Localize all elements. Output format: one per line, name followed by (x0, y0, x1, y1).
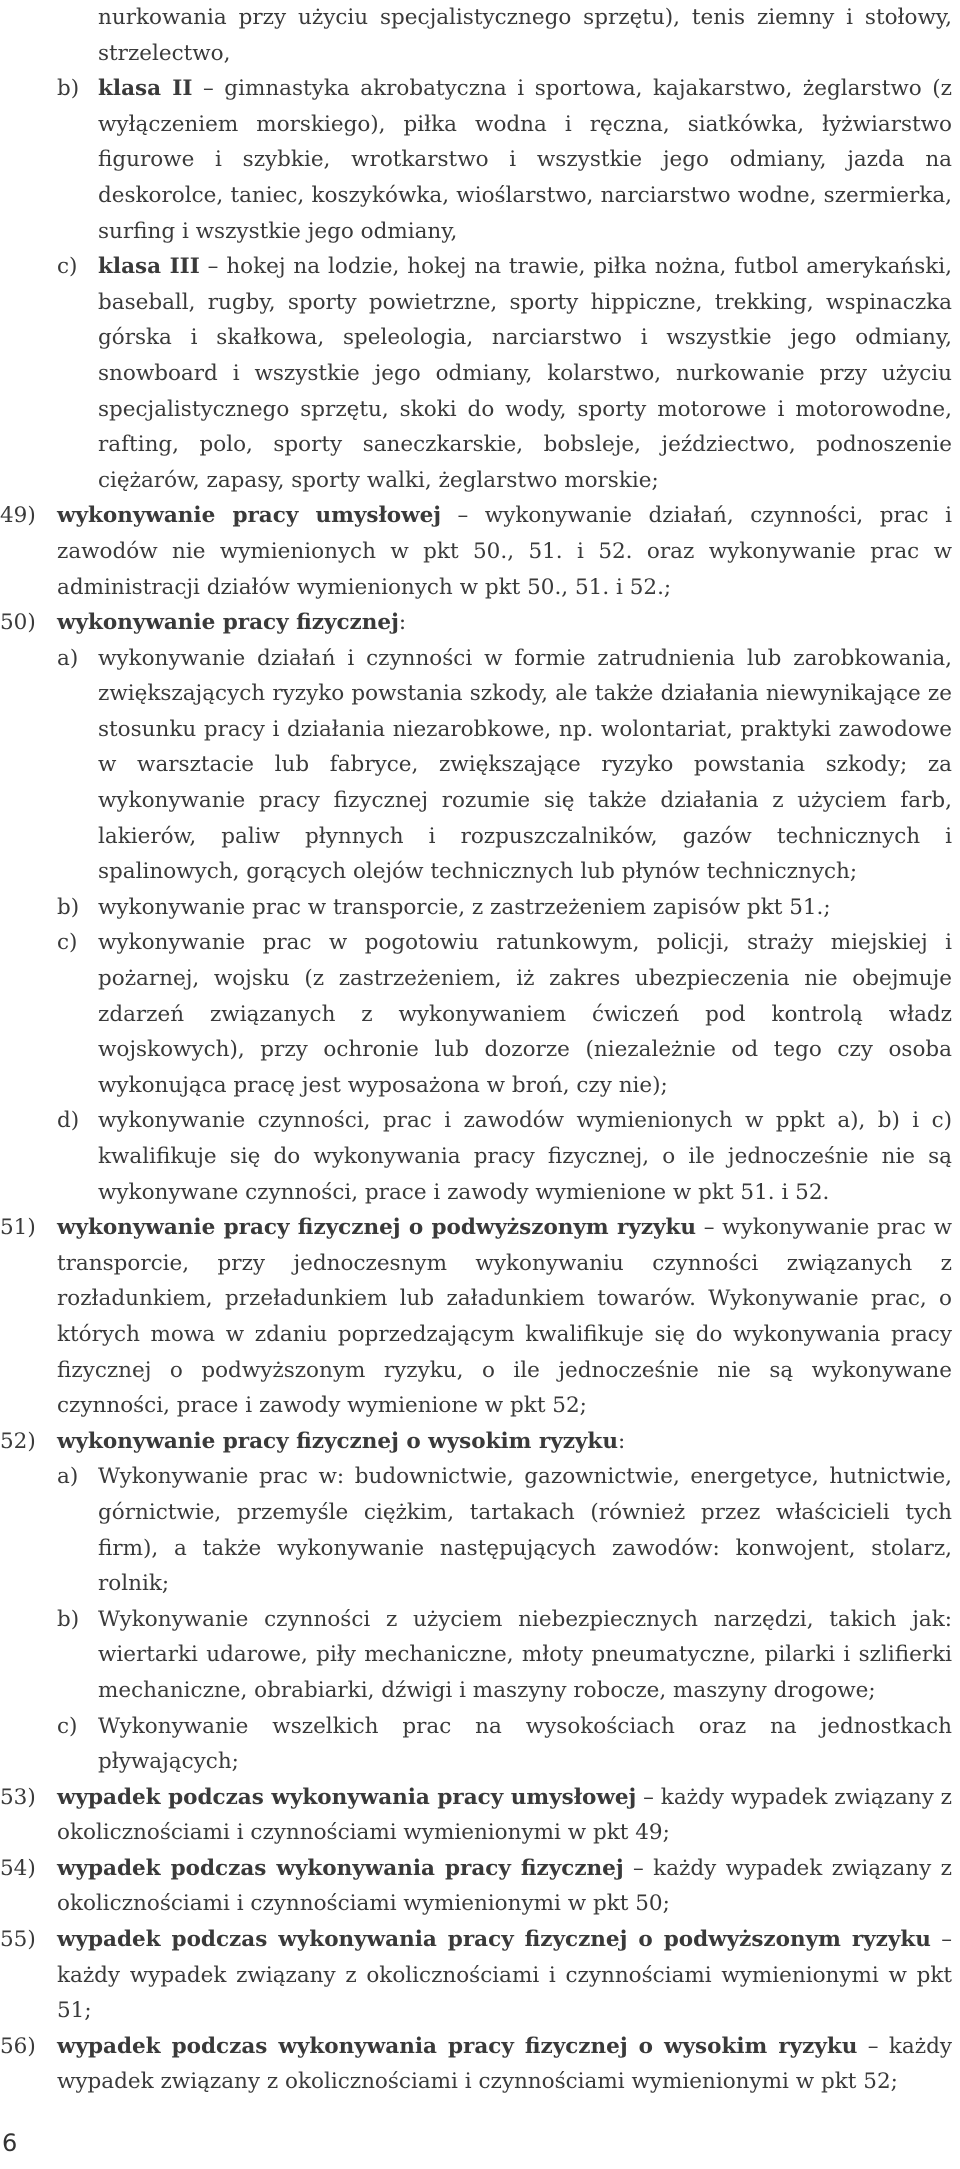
sub-item-text: – hokej na lodzie, hokej na trawie, piłka nożna, futbol amerykański, baseball, rugby, sporty powietrzne, sporty hippiczne, trekking, wspinaczka górska i skałkowa, speleologia, narciarstwo i wszystkie jego odmiany, snowboard i wszystkie jego odmiany, kolarstwo, nurkowanie przy użyciu specjalistycznego sprzętu, skoki do wody, sporty motorowe i motorowodne, rafting, polo, sporty saneczkarskie, bobsleje, jeździectwo, podnoszenie ciężarów, zapasy, sporty walki, żeglarstwo morskie; (98, 254, 953, 493)
continued-paragraph (0, 0, 960, 71)
sub-item (0, 1602, 960, 1709)
sub-item (0, 1709, 960, 1780)
definition-number: 49) (0, 503, 36, 529)
intro-items (0, 71, 960, 498)
definition-item (0, 1424, 960, 1460)
definition-text: : (398, 610, 407, 636)
sub-item-term: klasa III (98, 254, 200, 280)
definition-text: – wykonywanie działań, czynności, prac i zawodów nie wymienionych w pkt 50., 51. i 52. oraz wykonywanie prac w administracji działów wymienionych w pkt 50., 51. i 52.; (57, 503, 952, 600)
definition-text: – wykonywanie prac w transporcie, przy jednoczesnym wykonywaniu czynności związanych z rozładunkiem, przeładunkiem lub załadunkiem towarów. Wykonywanie prac, o których mowa w zdaniu poprzedzającym kwalifikuje się do wykonywania pracy fizycznej o podwyższonym ryzyku, o ile jednocześnie nie są wykonywane czynności, prace i zawody wymienione w pkt 52; (57, 1215, 953, 1419)
sub-item-label: c) (57, 254, 78, 280)
definition-number: 53) (0, 1784, 36, 1810)
definition-item (0, 605, 960, 641)
continued-text: nurkowania przy użyciu specjalistycznego sprzętu), tenis ziemny i stołowy, strzelectwo, (98, 5, 952, 66)
definition-term: wypadek podczas wykonywania pracy umysłowej (57, 1784, 637, 1810)
definition-number: 54) (0, 1855, 36, 1881)
definition-term: wykonywanie pracy umysłowej (57, 503, 442, 529)
definition-number: 50) (0, 610, 36, 636)
definition-term: wypadek podczas wykonywania pracy fizycznej (57, 1855, 624, 1881)
definition-number: 56) (0, 2033, 36, 2059)
definition-text: – każdy wypadek związany z okolicznościami i czynnościami wymienionymi w pkt 52; (57, 2033, 952, 2095)
sub-item-label: b) (57, 894, 80, 920)
definition-term: wypadek podczas wykonywania pracy fizycznej o podwyższonym ryzyku (57, 1927, 931, 1953)
definition-term: wykonywanie pracy fizycznej (57, 610, 399, 636)
definition-term: wykonywanie pracy fizycznej o wysokim ryzyku (57, 1428, 618, 1454)
definition-term: wykonywanie pracy fizycznej o podwyższonym ryzyku (57, 1215, 697, 1241)
definition-number: 51) (0, 1215, 36, 1241)
sub-item-label: b) (57, 76, 80, 102)
sub-item (0, 641, 960, 890)
definition-item (0, 2029, 960, 2100)
sub-item-text: wykonywanie prac w transporcie, z zastrzeżeniem zapisów pkt 51.; (98, 894, 831, 920)
definition-text: – każdy wypadek związany z okolicznościami i czynnościami wymienionymi w pkt 49; (57, 1784, 952, 1846)
definition-item (0, 1210, 960, 1424)
page-number: 6 (2, 2129, 18, 2157)
sub-item (0, 925, 960, 1103)
sub-item-label: d) (57, 1108, 80, 1134)
sub-item-text: wykonywanie prac w pogotowiu ratunkowym, policji, straży miejskiej i pożarnej, wojsku (z zastrzeżeniem, iż zakres ubezpieczenia nie obejmuje zdarzeń związanych z wykonywaniem ćwiczeń pod kontrolą władz wojskowych), przy ochronie lub dozorze (niezależnie od tego czy osoba wykonująca pracę jest wyposażona w broń, czy nie); (98, 930, 952, 1098)
sub-item-text: Wykonywanie prac w: budownictwie, gazownictwie, energetyce, hutnictwie, górnictwie, przemyśle ciężkim, tartakach (również przez właścicieli tych firm), a także wykonywanie następujących zawodów: konwojent, stolarz, rolnik; (98, 1464, 952, 1597)
sub-item-text: Wykonywanie czynności z użyciem niebezpiecznych narzędzi, takich jak: wiertarki udarowe, piły mechaniczne, młoty pneumatyczne, pilarki i szlifierki mechaniczne, obrabiarki, dźwigi i maszyny robocze, maszyny drogowe; (98, 1606, 952, 1703)
sub-item-text: – gimnastyka akrobatyczna i sportowa, kajakarstwo, żeglarstwo (z wyłączeniem morskiego), piłka wodna i ręczna, siatkówka, łyżwiarstwo figurowe i szybkie, wrotkarstwo i wszystkie jego odmiany, jazda na deskorolce, taniec, koszykówka, wioślarstwo, narciarstwo wodne, szermierka, surfing i wszystkie jego odmiany, (98, 76, 952, 244)
sub-item-text: wykonywanie czynności, prac i zawodów wymienionych w ppkt a), b) i c) kwalifikuje się do wykonywania pracy fizycznej, o ile jednocześnie nie są wykonywane czynności, prace i zawody wymienione w pkt 51. i 52. (98, 1108, 952, 1205)
sub-item-text: wykonywanie działań i czynności w formie zatrudnienia lub zarobkowania, zwiększających ryzyko powstania szkody, ale także działania niewynikające ze stosunku pracy i działania niezarobkowe, np. wolontariat, praktyki zawodowe w warsztacie lub fabryce, zwiększające ryzyko powstania szkody; za wykonywanie pracy fizycznej rozumie się także działania z użyciem farb, lakierów, paliw płynnych i rozpuszczalników, gazów technicznych i spalinowych, gorących olejów technicznych lub płynów technicznych; (98, 645, 952, 885)
definition-text: – każdy wypadek związany z okolicznościami i czynnościami wymienionymi w pkt 51; (57, 1927, 952, 2024)
definition-item (0, 1780, 960, 1851)
sub-item (0, 1459, 960, 1601)
sub-item-term: klasa II (98, 76, 193, 102)
definition-item (0, 1851, 960, 1922)
definition-text: – każdy wypadek związany z okolicznościami i czynnościami wymienionymi w pkt 50; (57, 1855, 952, 1917)
sub-item (0, 1103, 960, 1210)
definition-number: 55) (0, 1927, 36, 1953)
definition-item (0, 498, 960, 605)
definition-term: wypadek podczas wykonywania pracy fizycznej o wysokim ryzyku (57, 2033, 858, 2059)
sub-item-label: a) (57, 645, 79, 671)
definitions-list (0, 498, 960, 2100)
sub-item (0, 71, 960, 249)
sub-item-label: c) (57, 930, 78, 956)
sub-item-label: a) (57, 1464, 79, 1490)
sub-item (0, 890, 960, 926)
sub-item (0, 249, 960, 498)
definition-item (0, 1922, 960, 2029)
sub-item-text: Wykonywanie wszelkich prac na wysokościach oraz na jednostkach pływających; (98, 1713, 952, 1775)
sub-item-label: c) (57, 1713, 78, 1739)
sub-item-label: b) (57, 1606, 80, 1632)
definition-text: : (617, 1428, 626, 1454)
definition-number: 52) (0, 1428, 36, 1454)
